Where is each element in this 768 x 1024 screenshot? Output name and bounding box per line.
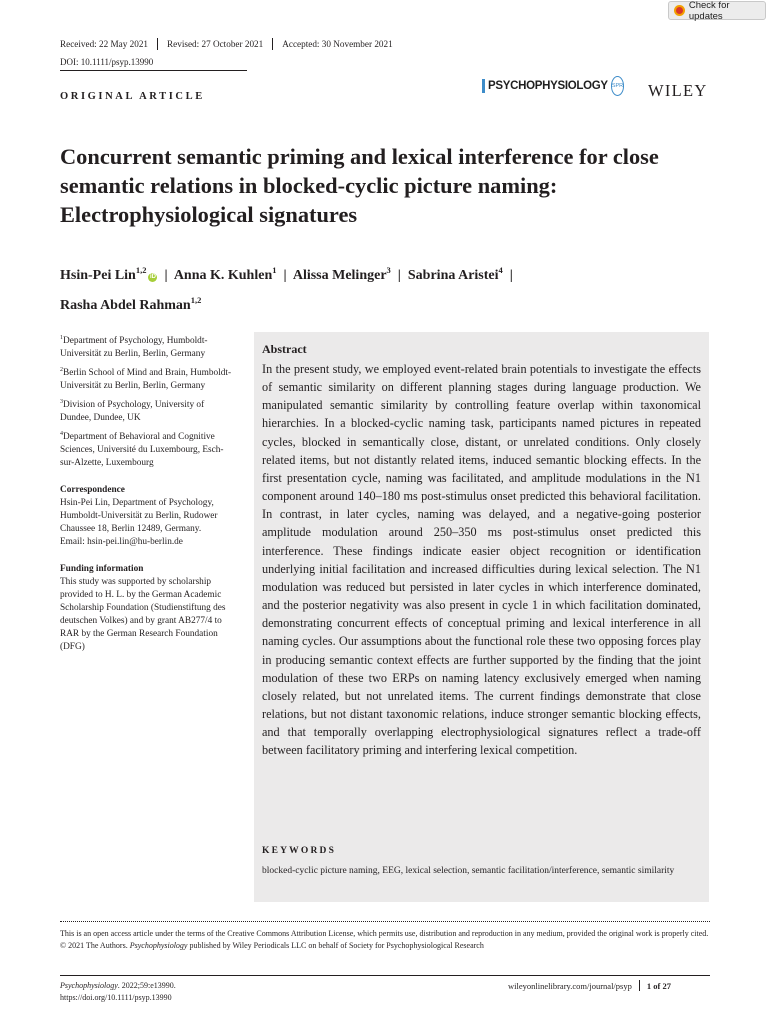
affiliation: $^3$Division of Psychology, University of Dundee, Dundee, UK [60, 399, 205, 423]
license-divider [60, 921, 710, 922]
check-for-updates-button[interactable] [668, 1, 766, 20]
divider [272, 38, 273, 50]
article-type: ORIGINAL ARTICLE [60, 91, 205, 102]
doi: DOI: 10.1111/psyp.13990 [60, 57, 154, 67]
sidebar [60, 332, 236, 654]
license-text: This is an open access article under the terms of the Creative Commons Attribution License, which permits use, distribution and reproduction in any medium, provided the original work is properly cited. [60, 929, 709, 938]
journal-logo-text: PSYCHOPHYSIOLOGY [482, 79, 608, 93]
author-name[interactable]: Alissa Melinger [292, 268, 387, 283]
author-affiliation: 1,2 [135, 265, 147, 275]
affiliation: $^2$Berlin School of Mind and Brain, Humboldt-Universität zu Berlin, Berlin, Germany [60, 367, 232, 391]
crossmark-icon [674, 5, 685, 16]
author-separator: | [509, 268, 513, 283]
email-link[interactable]: Email: hsin-pei.lin@hu-berlin.de [60, 537, 183, 547]
correspondence-heading: Correspondence [60, 485, 125, 495]
journal-site-link[interactable]: wileyonlinelibrary.com/journal/psyp [508, 980, 632, 991]
author-list [60, 258, 700, 318]
abstract-heading: Abstract [262, 342, 307, 356]
article-title: Concurrent semantic priming and lexical interference for close semantic relations in blocked-cyclic picture naming: Electrophysiological signatures [60, 144, 659, 227]
citation-journal: Psychophysiology [60, 981, 118, 990]
page-number: 1 of 27 [646, 980, 671, 991]
abstract-text: In the present study, we employed event-related brain potentials to investigate the effects of semantic similarity on different planning stages during language production. We manipulated semantic similarity by controlling feature overlap within taxonomical hierarchies. In a blocked-cyclic naming task, participants named pictures in repeated cycles, blocked in semantically close, distant, or unrelated conditions. Only closely related items, but not distantly related items, induced semantic blocking effects. In the first presentation cycle, naming was facilitated, and amplitude modulations in the N1 component around 140–180 ms post-stimulus onset predicted this behavioral facilitation. In contrast, in later cycles, naming was delayed, and a negative-going posterior amplitude modulation around 250–350 ms post-stimulus onset predicted this interference. These findings indicate easier object recognition or identification underlying initial facilitation and increased difficulties during lexical selection. The N1 modulation was reduced but persisted in later cycles in which interference dominated, and the posterior negativity was also present in cycle 1 in which facilitation dominated, demonstrating concurrent effects of conceptual priming and lexical interference in all naming cycles. Our assumptions about the functional role these two opposing forces play in producing semantic context effects are further supported by the finding that the joint modulation of these two ERPs on naming latency exclusively emerged when naming closely related, but not unrelated items. The current findings demonstrate that close relations, but not distant taxonomic relations, induce stronger semantic blocking effects, and that temporally overlapping electrophysiological signatures reflect a trade-off between facilitatory priming and interfering lexical competition. [262, 362, 701, 758]
journal-logo [482, 73, 624, 99]
revised-date: Revised: 27 October 2021 [167, 39, 264, 49]
funding-text: This study was supported by scholarship provided to H. L. by the German Academic Scholarship Foundation (Studienstiftung des deutschen Volkes) and by grant AB277/4 to RAR by the German Research Foundation (DFG) [60, 577, 226, 652]
author-affiliation: 1 [272, 265, 277, 275]
copyright-line: © 2021 The Authors. Psychophysiology published by Wiley Periodicals LLC on behalf of Society for Psychophysiological Research [60, 941, 484, 950]
citation: Psychophysiology. 2022;59:e13990. https://doi.org/10.1111/psyp.13990 [60, 981, 176, 1002]
author-separator: | [283, 268, 287, 283]
author-separator: | [397, 268, 401, 283]
correspondence-text: Hsin-Pei Lin, Department of Psychology, Humboldt-Universität zu Berlin, Rudower Chaussee 18, Berlin 12489, Germany. Email: hsin-pei.lin@hu-berlin.de [60, 498, 218, 547]
keywords-heading: KEYWORDS [262, 846, 337, 856]
author-name[interactable]: Anna K. Kuhlen [173, 268, 273, 283]
author-affiliation: 4 [498, 265, 503, 275]
funding-heading: Funding information [60, 564, 144, 574]
orcid-icon[interactable]: iD [149, 274, 156, 280]
header-rule [60, 70, 247, 71]
author-affiliation: 1,2 [190, 295, 202, 305]
footer-right [508, 980, 671, 991]
publisher-logo: WILEY [648, 81, 708, 100]
author-name[interactable]: Hsin-Pei Lin [60, 268, 136, 283]
affiliation: $^4$Department of Behavioral and Cognitive Sciences, Université du Luxembourg, Esch-sur-Alzette, Luxembourg [60, 431, 224, 468]
author-name[interactable]: Sabrina Aristei [407, 268, 499, 283]
doi-link[interactable]: https://doi.org/10.1111/psyp.13990 [60, 993, 172, 1002]
divider [639, 980, 640, 991]
keywords-text: blocked-cyclic picture naming, EEG, lexical selection, semantic facilitation/interference, semantic similarity [262, 866, 675, 876]
society-badge-icon: SPR [611, 76, 624, 96]
author-name[interactable]: Rasha Abdel Rahman [60, 298, 191, 313]
footer-rule [60, 975, 710, 976]
affiliation: $^1$Department of Psychology, Humboldt-Universität zu Berlin, Berlin, Germany [60, 335, 208, 359]
check-for-updates-label: Check for updates [688, 0, 730, 22]
author-affiliation: 3 [386, 265, 391, 275]
divider [157, 38, 158, 50]
license-notice [60, 928, 710, 952]
received-date: Received: 22 May 2021 [60, 39, 149, 49]
author-separator: | [164, 268, 168, 283]
article-dates [60, 38, 393, 50]
accepted-date: Accepted: 30 November 2021 [282, 39, 393, 49]
